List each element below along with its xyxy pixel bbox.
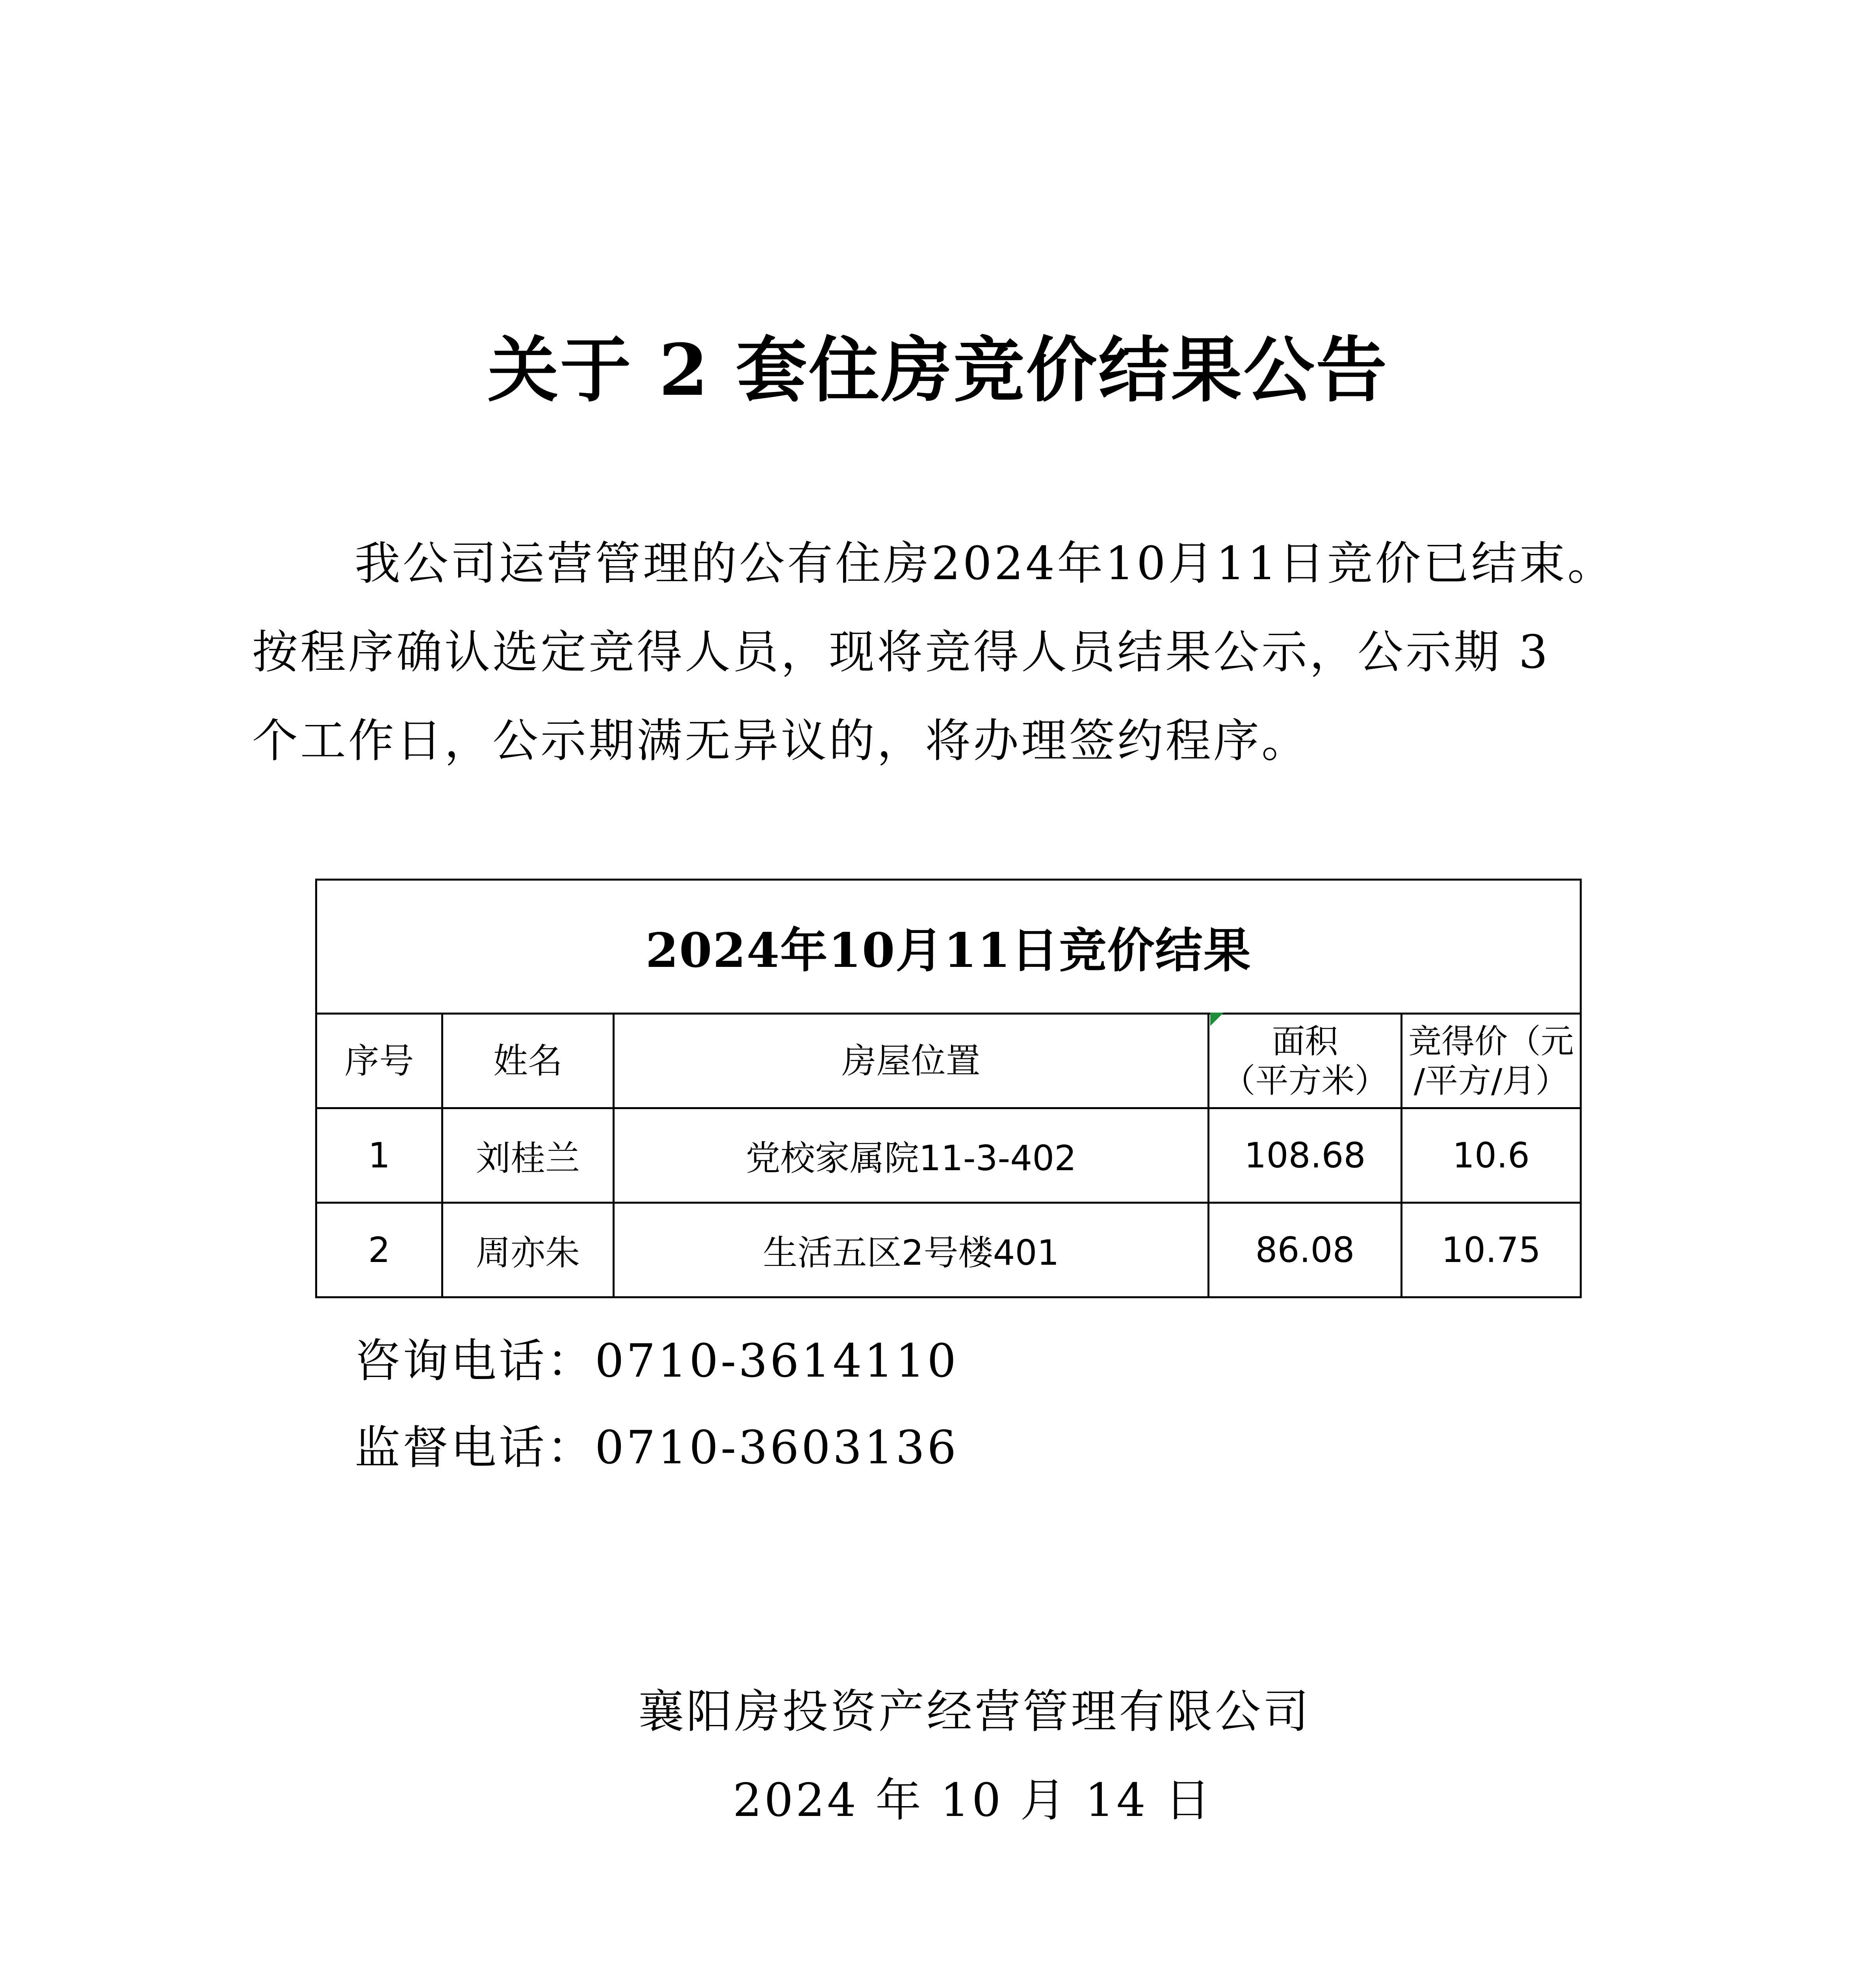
page-title: 关于 2 套住房竞价结果公告 — [487, 329, 1389, 412]
cell-no: 1 — [316, 1108, 442, 1203]
table-row — [316, 1203, 1581, 1297]
cell-price: 10.6 — [1402, 1108, 1581, 1203]
cell-comment-marker-icon — [1210, 1013, 1224, 1026]
table-header-row — [316, 1014, 1581, 1108]
table-caption: 2024年10月11日竞价结果 — [316, 880, 1581, 1014]
body-line-2: 按程序确认选定竞得人员，现将竞得人员结果公示，公示期 3 — [252, 626, 1550, 679]
header-no: 序号 — [316, 1014, 442, 1108]
inquiry-phone: 咨询电话：0710-3614110 — [355, 1334, 959, 1388]
bid-result-table — [315, 879, 1582, 1298]
cell-location: 党校家属院11-3-402 — [614, 1108, 1209, 1203]
signature-organization: 襄阳房投资产经营管理有限公司 — [638, 1685, 1311, 1738]
cell-name: 刘桂兰 — [442, 1108, 614, 1203]
header-location: 房屋位置 — [614, 1014, 1209, 1108]
cell-area: 86.08 — [1209, 1203, 1402, 1297]
cell-location: 生活五区2号楼401 — [614, 1203, 1209, 1297]
cell-price: 10.75 — [1402, 1203, 1581, 1297]
cell-name: 周亦朱 — [442, 1203, 614, 1297]
header-price-line2: /平方/月） — [1414, 1061, 1569, 1100]
header-price-line1: 竞得价（元 — [1408, 1022, 1574, 1061]
header-name: 姓名 — [442, 1014, 614, 1108]
body-line-1: 我公司运营管理的公有住房2024年10月11日竞价已结束。 — [355, 537, 1616, 590]
cell-area: 108.68 — [1209, 1108, 1402, 1203]
header-price — [1402, 1014, 1581, 1108]
header-area-line1: 面积 — [1272, 1022, 1338, 1061]
table-row — [316, 1108, 1581, 1203]
supervision-phone: 监督电话：0710-3603136 — [355, 1421, 959, 1474]
signature-date: 2024 年 10 月 14 日 — [733, 1774, 1213, 1827]
body-line-3: 个工作日，公示期满无异议的，将办理签约程序。 — [252, 714, 1309, 768]
header-area-line2: （平方米） — [1222, 1061, 1388, 1100]
header-area — [1209, 1014, 1402, 1108]
cell-no: 2 — [316, 1203, 442, 1297]
